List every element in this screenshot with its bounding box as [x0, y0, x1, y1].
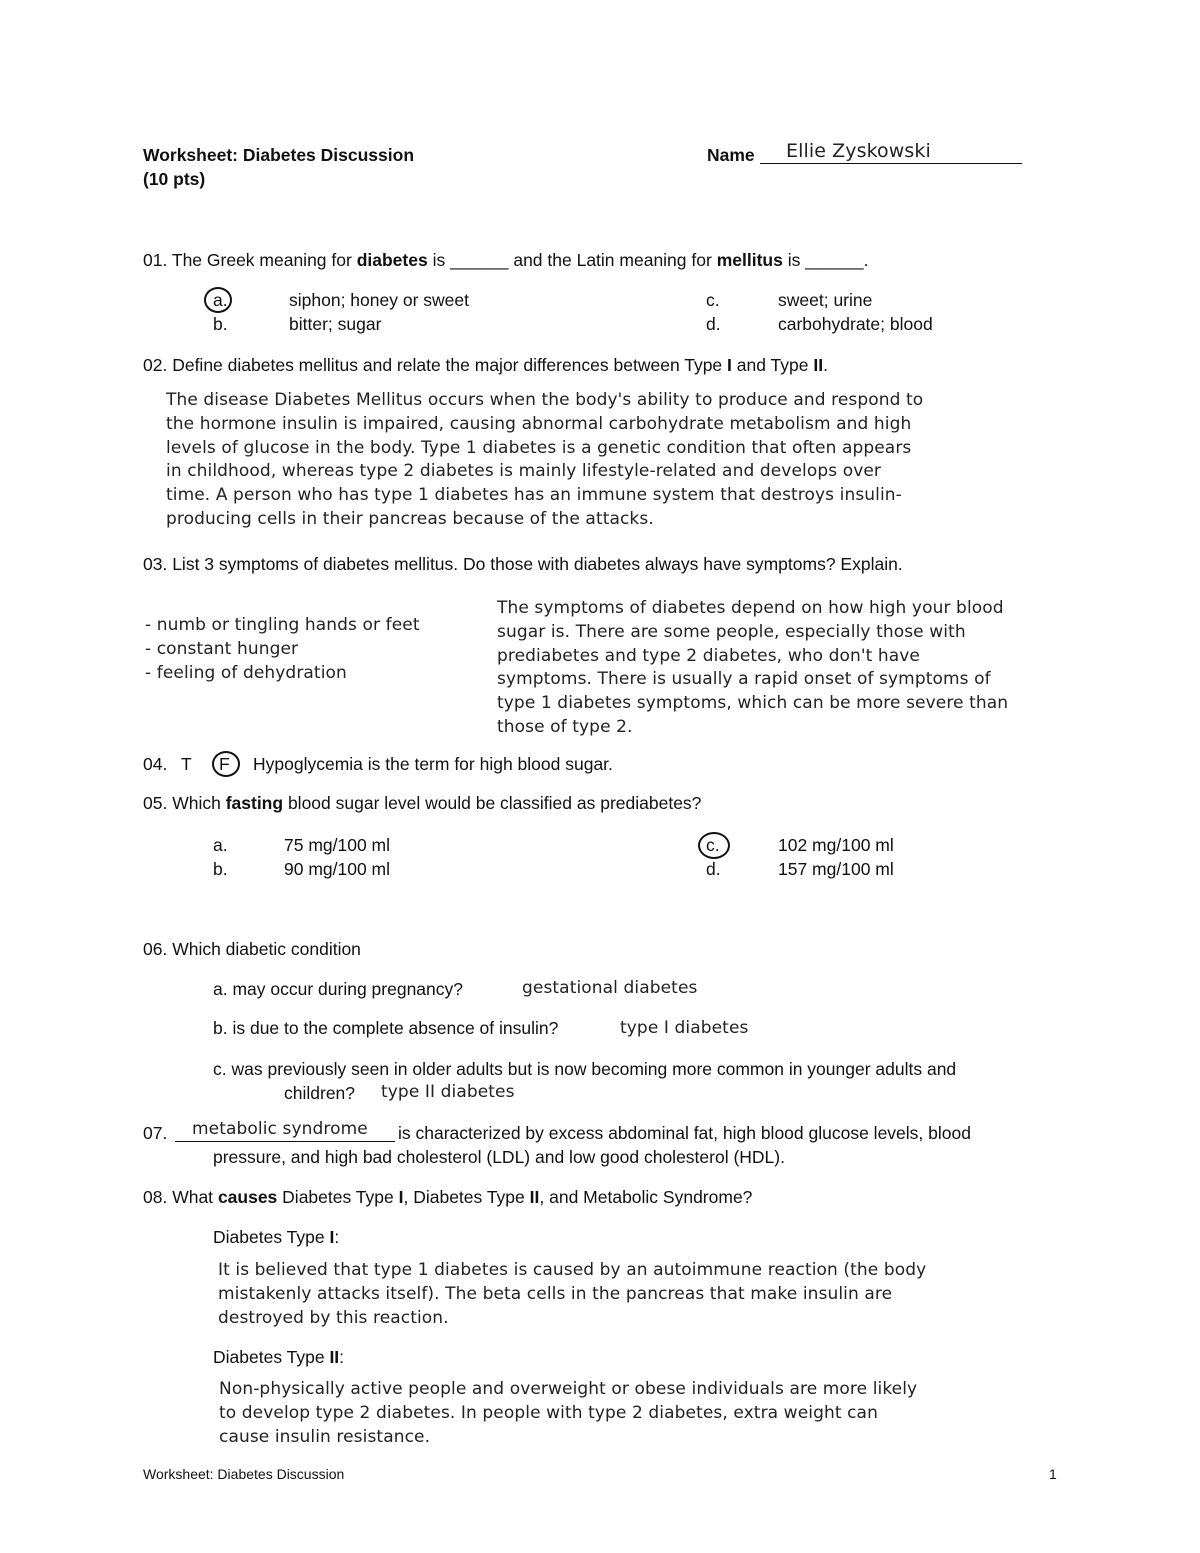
- selected-answer-circle-icon: [698, 832, 730, 859]
- q06-part-b: b. is due to the complete absence of insulin?: [213, 1018, 559, 1038]
- q08-type2-label: Diabetes Type II:: [213, 1347, 345, 1367]
- q01-option-c-letter[interactable]: c.: [706, 290, 720, 310]
- q06-part-c-cont: children?: [284, 1083, 356, 1103]
- q06-part-b-answer[interactable]: type I diabetes: [620, 1018, 749, 1038]
- q07-answer: metabolic syndrome: [192, 1119, 368, 1139]
- question-03: 03. List 3 symptoms of diabetes mellitus. Do those with diabetes always have symptoms? Explain.: [143, 554, 903, 574]
- q08-type1-answer[interactable]: It is believed that type 1 diabetes is caused by an autoimmune reaction (the body mistakenly attacks itself). The beta cells in the pancreas that make insulin are destroyed by this reaction.: [218, 1260, 927, 1328]
- q01-option-b-letter[interactable]: b.: [213, 314, 228, 334]
- q01-option-b-text: bitter; sugar: [289, 314, 382, 334]
- q05-option-b-letter[interactable]: b.: [213, 859, 228, 879]
- q05-option-b-text: 90 mg/100 ml: [284, 859, 391, 879]
- name-field[interactable]: [760, 140, 1022, 164]
- selected-answer-circle-icon: [204, 287, 232, 313]
- q04-false-option[interactable]: F: [219, 754, 230, 774]
- q01-option-a-text: siphon; honey or sweet: [289, 290, 469, 310]
- q06-part-a-answer[interactable]: gestational diabetes: [522, 978, 698, 998]
- question-05: 05. Which fasting blood sugar level would be classified as prediabetes?: [143, 793, 702, 813]
- q04-true-option[interactable]: T: [181, 754, 192, 774]
- q01-option-d-letter[interactable]: d.: [706, 314, 721, 334]
- selected-answer-circle-icon: [212, 751, 240, 777]
- q01-option-a-letter[interactable]: a.: [213, 290, 228, 310]
- q03-explanation[interactable]: The symptoms of diabetes depend on how high your blood sugar is. There are some people, especially those with prediabetes and type 2 diabetes, who don't have symptoms. There is usually a rapid onset of symptoms of type 1 diabetes symptoms, which can be more severe than those of type 2.: [497, 598, 1009, 737]
- q04-number: 04.: [143, 754, 168, 774]
- q07-text-line1: is characterized by excess abdominal fat, high blood glucose levels, blood: [398, 1123, 971, 1143]
- q07-blank[interactable]: [175, 1121, 395, 1142]
- q03-symptoms-list[interactable]: - numb or tingling hands or feet - constant hunger - feeling of dehydration: [145, 615, 420, 683]
- footer-title: Worksheet: Diabetes Discussion: [143, 1466, 345, 1482]
- q05-option-a-text: 75 mg/100 ml: [284, 835, 391, 855]
- q04-statement: Hypoglycemia is the term for high blood sugar.: [253, 754, 613, 774]
- name-label: Name: [707, 145, 755, 165]
- q08-type2-answer[interactable]: Non-physically active people and overweight or obese individuals are more likely to develop type 2 diabetes. In people with type 2 diabetes, extra weight can cause insulin resistance.: [219, 1379, 918, 1447]
- q07-number: 07.: [143, 1123, 168, 1143]
- q01-option-d-text: carbohydrate; blood: [778, 314, 933, 334]
- name-value: Ellie Zyskowski: [786, 140, 931, 162]
- q06-part-a: a. may occur during pregnancy?: [213, 979, 463, 999]
- question-06: 06. Which diabetic condition: [143, 939, 361, 959]
- q05-option-a-letter[interactable]: a.: [213, 835, 228, 855]
- worksheet-title: Worksheet: Diabetes Discussion: [143, 145, 415, 165]
- question-08: 08. What causes Diabetes Type I, Diabetes Type II, and Metabolic Syndrome?: [143, 1187, 753, 1207]
- q06-part-c: c. was previously seen in older adults but is now becoming more common in younger adults and: [213, 1059, 957, 1079]
- q07-text-line2: pressure, and high bad cholesterol (LDL) and low good cholesterol (HDL).: [213, 1147, 785, 1167]
- q06-part-c-answer[interactable]: type II diabetes: [381, 1082, 515, 1102]
- q05-option-c-text: 102 mg/100 ml: [778, 835, 894, 855]
- q05-option-c-letter[interactable]: c.: [706, 835, 720, 855]
- q08-type1-label: Diabetes Type I:: [213, 1227, 340, 1247]
- q05-option-d-text: 157 mg/100 ml: [778, 859, 894, 879]
- q05-option-d-letter[interactable]: d.: [706, 859, 721, 879]
- q02-answer[interactable]: The disease Diabetes Mellitus occurs when the body's ability to produce and respond to the hormone insulin is impaired, causing abnormal carbohydrate metabolism and high levels of glucose in the body. Type 1 diabetes is a genetic condition that often appears in childhood, whereas type 2 diabetes is mainly lifestyle-related and develops over time. A person who has type 1 diabetes has an immune system that destroys insulin- producing cells in their pancreas because of the attacks.: [166, 390, 924, 529]
- points-label: (10 pts): [143, 169, 206, 189]
- question-01: 01. The Greek meaning for diabetes is ______ and the Latin meaning for mellitus is ______.: [143, 250, 869, 270]
- q01-option-c-text: sweet; urine: [778, 290, 873, 310]
- question-02: 02. Define diabetes mellitus and relate the major differences between Type I and Type II.: [143, 355, 828, 375]
- page-number: 1: [1049, 1466, 1057, 1482]
